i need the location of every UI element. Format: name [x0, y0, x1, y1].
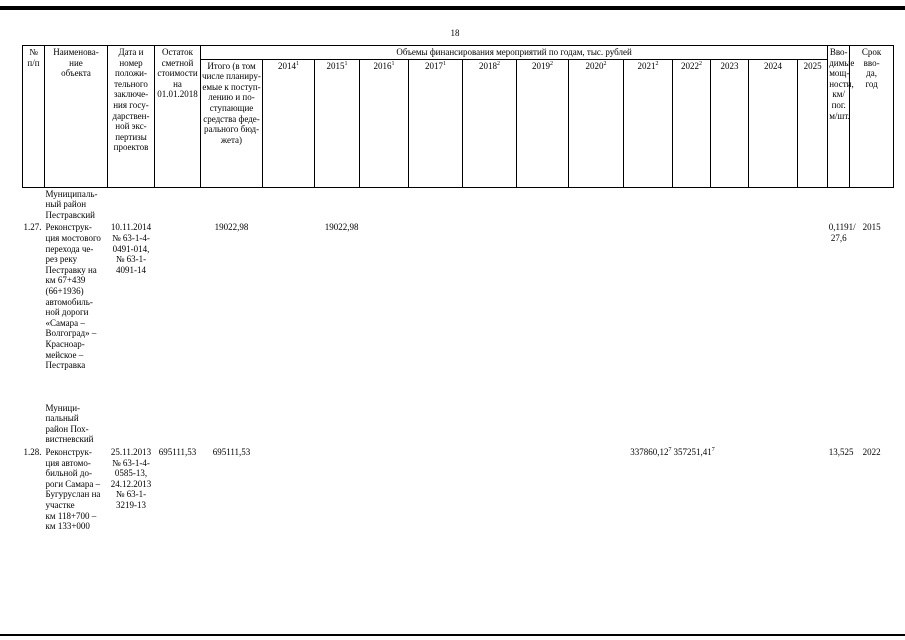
expertise-date: 25.11.2013 № 63-1-4- 0585-13, 24.12.2013 № 63-1- 3219-13 — [110, 447, 152, 511]
term-value: 2022 — [862, 447, 881, 458]
header-year-2018: 2018$^2$ — [463, 59, 517, 187]
expertise-date: 10.11.2014 № 63-1-4- 0491-014, № 63-1- 4091-14 — [110, 222, 152, 275]
header-year-2019: 2019$^2$ — [517, 59, 569, 187]
header-expertise-date: Дата и номер положи- тельного заключе- ния госу- дарствен- ной экс- пертизы проектов — [108, 46, 155, 188]
district-row — [23, 402, 894, 446]
header-year-2016: 2016$^1$ — [360, 59, 409, 187]
value-2021: 337860,12$^7$ — [630, 447, 672, 458]
header-year-2017: 2017$^1$ — [409, 59, 463, 187]
value-2021 — [624, 221, 673, 371]
header-year-2022: 2022$^2$ — [673, 59, 711, 187]
value-2018 — [463, 446, 517, 533]
capacity-value: 0,1191/ 27,6 — [828, 222, 856, 243]
capacity-value: 13,525 — [828, 447, 854, 458]
object-name: Реконструк- ция мостового перехода че- рез реку Пестравку на км 67+439 (66+1936) автомобиль- ной дороги «Самара – Волгоград» – Красноар- мейское – Пестравка — [45, 222, 101, 371]
header-term: Срок вво- да, год — [850, 46, 894, 188]
header-year-2020: 2020$^2$ — [569, 59, 624, 187]
row-number: 1.28. — [23, 447, 42, 458]
value-2020 — [569, 446, 624, 533]
header-year-2015: 2015$^1$ — [315, 59, 360, 187]
header-year-2025: 2025 — [798, 59, 828, 187]
header-name: Наименова- ние объекта — [45, 46, 108, 188]
value-2024 — [749, 446, 798, 533]
header-year-2024: 2024 — [749, 59, 798, 187]
balance-value — [155, 221, 201, 371]
value-2014 — [263, 446, 315, 533]
value-2017 — [409, 446, 463, 533]
funding-table — [22, 45, 894, 533]
page-number: 18 — [450, 28, 460, 38]
top-rule — [0, 6, 905, 10]
value-2022: 357251,41$^7$ — [673, 447, 715, 458]
value-2020 — [569, 221, 624, 371]
header-capacity: Вво- димые мощ- ности, км/ пог. м/шт. — [828, 46, 850, 188]
value-2014 — [263, 221, 315, 371]
table-row — [23, 446, 894, 533]
value-2019 — [517, 446, 569, 533]
value-2023 — [711, 446, 749, 533]
district-row — [23, 187, 894, 221]
header-year-2014: 2014$^1$ — [263, 59, 315, 187]
value-2024 — [749, 221, 798, 371]
value-2022 — [673, 221, 711, 371]
total-value: 19022,98 — [214, 222, 249, 233]
bottom-rule — [0, 634, 905, 636]
table-row — [23, 221, 894, 371]
header-num: № п/п — [23, 46, 45, 188]
term-value: 2015 — [862, 222, 881, 233]
district-label: Муници- пальный район Пох- вистневский — [45, 402, 94, 445]
value-2023 — [711, 221, 749, 371]
total-value: 695111,53 — [212, 447, 251, 458]
object-name: Реконструк- ция автомо- бильной до- роги Самара – Бугуруслан на участке км 118+700 – км 133+000 — [45, 447, 101, 532]
header-year-2021: 2021$^2$ — [624, 59, 673, 187]
header-year-2023: 2023 — [711, 59, 749, 187]
header-total: Итого (в том числе планиру- емые к поступ- лению и по- ступающие средства феде- рального бюд- жета) — [201, 59, 263, 187]
value-2025 — [798, 446, 828, 533]
row-number: 1.27. — [23, 222, 42, 233]
value-2017 — [409, 221, 463, 371]
value-2025 — [798, 221, 828, 371]
value-2015 — [315, 446, 360, 533]
value-2015: 19022,98 — [324, 222, 359, 233]
district-label: Муниципаль- ный район Пестравский — [45, 188, 98, 220]
value-2016 — [360, 446, 409, 533]
value-2018 — [463, 221, 517, 371]
header-balance: Остаток сметной стоимости на 01.01.2018 — [155, 46, 201, 188]
value-2016 — [360, 221, 409, 371]
header-funding-group: Объемы финансирования мероприятий по годам, тыс. рублей — [201, 46, 828, 60]
value-2019 — [517, 221, 569, 371]
balance-value: 695111,53 — [158, 447, 197, 458]
